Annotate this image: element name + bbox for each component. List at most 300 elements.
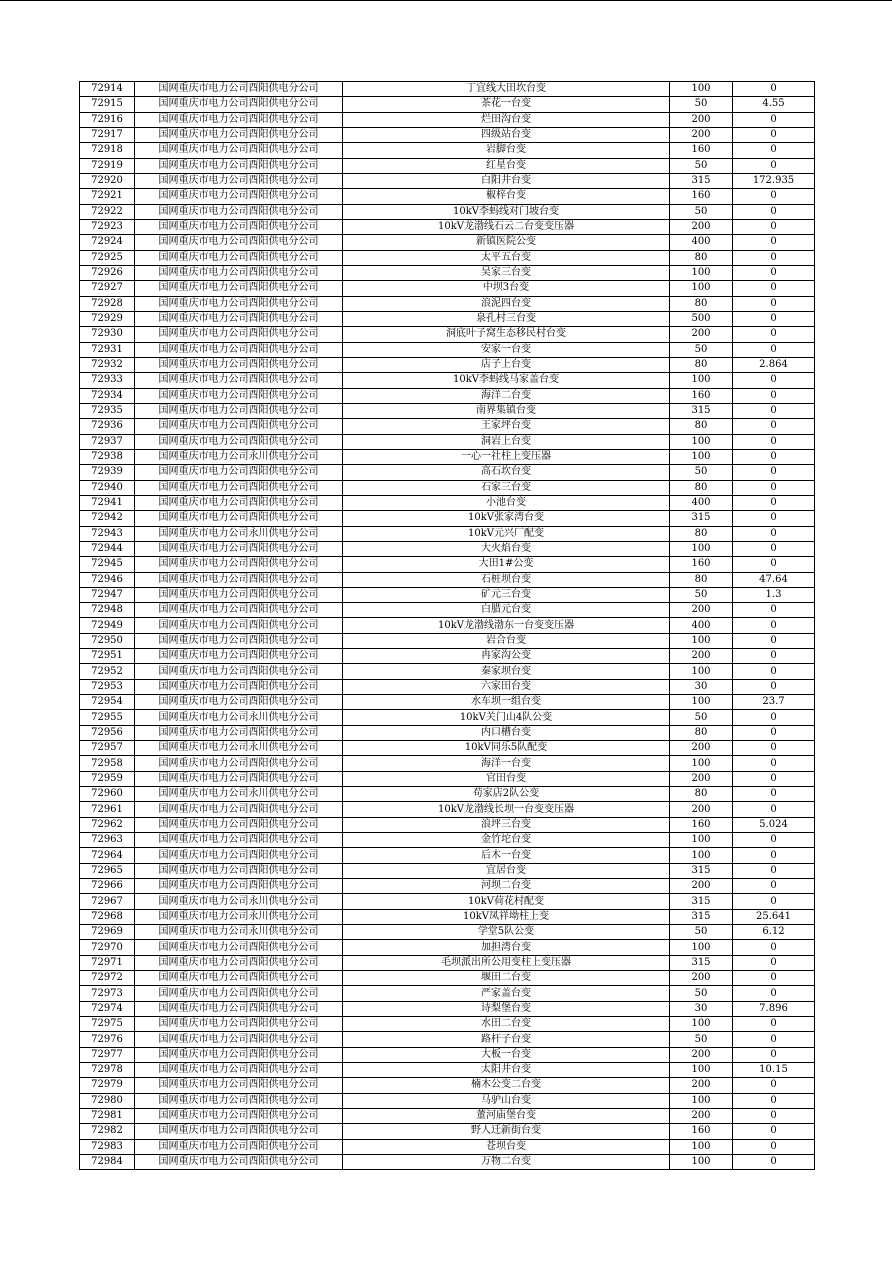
table-row — [80, 664, 815, 679]
cell-company: 国网重庆市电力公司酉阳供电分公司 — [135, 1078, 343, 1093]
table-row — [80, 327, 815, 342]
cell-id: 72978 — [80, 1063, 135, 1078]
cell-company: 国网重庆市电力公司酉阳供电分公司 — [135, 557, 343, 572]
table-row — [80, 787, 815, 802]
table-row — [80, 112, 815, 127]
cell-capacity: 200 — [670, 1078, 733, 1093]
cell-id: 72957 — [80, 741, 135, 756]
cell-value: 1.3 — [733, 587, 815, 602]
cell-company: 国网重庆市电力公司酉阳供电分公司 — [135, 986, 343, 1001]
cell-id: 72921 — [80, 189, 135, 204]
cell-value: 0 — [733, 541, 815, 556]
table-row — [80, 465, 815, 480]
cell-id: 72965 — [80, 863, 135, 878]
cell-capacity: 160 — [670, 1124, 733, 1139]
cell-company: 国网重庆市电力公司酉阳供电分公司 — [135, 403, 343, 418]
cell-value: 0 — [733, 419, 815, 434]
cell-value: 0 — [733, 741, 815, 756]
cell-company: 国网重庆市电力公司酉阳供电分公司 — [135, 219, 343, 234]
cell-id: 72946 — [80, 572, 135, 587]
cell-value: 0 — [733, 1078, 815, 1093]
cell-capacity: 200 — [670, 649, 733, 664]
cell-id: 72961 — [80, 802, 135, 817]
cell-value: 0 — [733, 434, 815, 449]
cell-value: 0 — [733, 112, 815, 127]
cell-transformer-name: 学堂5队公变 — [343, 925, 670, 940]
cell-company: 国网重庆市电力公司酉阳供电分公司 — [135, 1139, 343, 1154]
table-row — [80, 1063, 815, 1078]
cell-company: 国网重庆市电力公司酉阳供电分公司 — [135, 802, 343, 817]
cell-id: 72917 — [80, 127, 135, 142]
cell-capacity: 30 — [670, 679, 733, 694]
cell-capacity: 30 — [670, 1001, 733, 1016]
cell-value: 0 — [733, 771, 815, 786]
cell-value: 0 — [733, 1032, 815, 1047]
cell-company: 国网重庆市电力公司酉阳供电分公司 — [135, 112, 343, 127]
cell-company: 国网重庆市电力公司酉阳供电分公司 — [135, 357, 343, 372]
cell-company: 国网重庆市电力公司酉阳供电分公司 — [135, 771, 343, 786]
cell-id: 72920 — [80, 173, 135, 188]
cell-company: 国网重庆市电力公司酉阳供电分公司 — [135, 955, 343, 970]
table-row — [80, 725, 815, 740]
table-row — [80, 219, 815, 234]
cell-id: 72934 — [80, 388, 135, 403]
cell-capacity: 100 — [670, 833, 733, 848]
table-row — [80, 1078, 815, 1093]
cell-transformer-name: 堰田二台变 — [343, 971, 670, 986]
cell-id: 72973 — [80, 986, 135, 1001]
cell-company: 国网重庆市电力公司酉阳供电分公司 — [135, 649, 343, 664]
table-row — [80, 603, 815, 618]
cell-transformer-name: 苟家店2队公变 — [343, 787, 670, 802]
cell-value: 0 — [733, 1108, 815, 1123]
cell-id: 72938 — [80, 449, 135, 464]
cell-company: 国网重庆市电力公司酉阳供电分公司 — [135, 204, 343, 219]
transformer-table — [79, 81, 815, 1170]
cell-company: 国网重庆市电力公司酉阳供电分公司 — [135, 1001, 343, 1016]
cell-id: 72981 — [80, 1108, 135, 1123]
cell-id: 72960 — [80, 787, 135, 802]
cell-capacity: 80 — [670, 419, 733, 434]
cell-id: 72984 — [80, 1154, 135, 1169]
cell-id: 72916 — [80, 112, 135, 127]
cell-transformer-name: 石桩坝台变 — [343, 572, 670, 587]
cell-value: 0 — [733, 848, 815, 863]
cell-capacity: 80 — [670, 480, 733, 495]
table-row — [80, 127, 815, 142]
cell-transformer-name: 10kV龙渤线渤东一台变变压器 — [343, 618, 670, 633]
table-row — [80, 1017, 815, 1032]
cell-company: 国网重庆市电力公司酉阳供电分公司 — [135, 158, 343, 173]
cell-capacity: 200 — [670, 1047, 733, 1062]
cell-capacity: 200 — [670, 327, 733, 342]
cell-transformer-name: 楠木公变二台变 — [343, 1078, 670, 1093]
cell-transformer-name: 10kV龙渤线长坝一台变变压器 — [343, 802, 670, 817]
cell-id: 72935 — [80, 403, 135, 418]
table-body — [80, 82, 815, 1170]
cell-capacity: 100 — [670, 1093, 733, 1108]
cell-value: 0 — [733, 1139, 815, 1154]
cell-capacity: 80 — [670, 787, 733, 802]
cell-id: 72951 — [80, 649, 135, 664]
cell-id: 72970 — [80, 940, 135, 955]
cell-company: 国网重庆市电力公司酉阳供电分公司 — [135, 281, 343, 296]
cell-capacity: 160 — [670, 189, 733, 204]
cell-value: 0 — [733, 1124, 815, 1139]
cell-transformer-name: 石家三台变 — [343, 480, 670, 495]
table-row — [80, 971, 815, 986]
cell-company: 国网重庆市电力公司酉阳供电分公司 — [135, 419, 343, 434]
table-row — [80, 940, 815, 955]
cell-transformer-name: 毛坝派出所公用变柱上变压器 — [343, 955, 670, 970]
cell-company: 国网重庆市电力公司酉阳供电分公司 — [135, 327, 343, 342]
cell-transformer-name: 10kV关门山4队公变 — [343, 710, 670, 725]
cell-capacity: 80 — [670, 572, 733, 587]
cell-id: 72930 — [80, 327, 135, 342]
table-row — [80, 833, 815, 848]
cell-transformer-name: 10kV龙渤线石云二台变变压器 — [343, 219, 670, 234]
cell-capacity: 100 — [670, 940, 733, 955]
cell-capacity: 315 — [670, 955, 733, 970]
cell-capacity: 200 — [670, 1108, 733, 1123]
cell-capacity: 200 — [670, 603, 733, 618]
cell-company: 国网重庆市电力公司永川供电分公司 — [135, 894, 343, 909]
cell-value: 0 — [733, 373, 815, 388]
cell-id: 72927 — [80, 281, 135, 296]
cell-value: 0 — [733, 480, 815, 495]
cell-company: 国网重庆市电力公司酉阳供电分公司 — [135, 82, 343, 97]
cell-id: 72944 — [80, 541, 135, 556]
cell-company: 国网重庆市电力公司永川供电分公司 — [135, 741, 343, 756]
cell-capacity: 80 — [670, 725, 733, 740]
cell-company: 国网重庆市电力公司永川供电分公司 — [135, 710, 343, 725]
cell-id: 72955 — [80, 710, 135, 725]
cell-company: 国网重庆市电力公司永川供电分公司 — [135, 787, 343, 802]
cell-transformer-name: 椒梓台变 — [343, 189, 670, 204]
cell-transformer-name: 宜居台变 — [343, 863, 670, 878]
cell-value: 0 — [733, 388, 815, 403]
cell-capacity: 200 — [670, 802, 733, 817]
cell-capacity: 160 — [670, 817, 733, 832]
cell-value: 0 — [733, 189, 815, 204]
cell-transformer-name: 浪坪三台变 — [343, 817, 670, 832]
table-row — [80, 1108, 815, 1123]
cell-value: 5.024 — [733, 817, 815, 832]
cell-transformer-name: 内口槽台变 — [343, 725, 670, 740]
cell-value: 0 — [733, 664, 815, 679]
cell-capacity: 100 — [670, 1139, 733, 1154]
cell-company: 国网重庆市电力公司酉阳供电分公司 — [135, 1124, 343, 1139]
cell-id: 72969 — [80, 925, 135, 940]
cell-id: 72972 — [80, 971, 135, 986]
cell-transformer-name: 马驴山台变 — [343, 1093, 670, 1108]
cell-id: 72914 — [80, 82, 135, 97]
cell-id: 72950 — [80, 633, 135, 648]
table-row — [80, 879, 815, 894]
cell-value: 0 — [733, 511, 815, 526]
cell-value: 4.55 — [733, 97, 815, 112]
cell-company: 国网重庆市电力公司酉阳供电分公司 — [135, 250, 343, 265]
cell-value: 0 — [733, 143, 815, 158]
cell-id: 72943 — [80, 526, 135, 541]
cell-transformer-name: 丁宜线大田坎台变 — [343, 82, 670, 97]
cell-transformer-name: 诗梨堡台变 — [343, 1001, 670, 1016]
cell-capacity: 100 — [670, 1154, 733, 1169]
cell-capacity: 500 — [670, 311, 733, 326]
cell-id: 72947 — [80, 587, 135, 602]
cell-transformer-name: 六家田台变 — [343, 679, 670, 694]
cell-transformer-name: 水车坝一组台变 — [343, 695, 670, 710]
cell-capacity: 100 — [670, 82, 733, 97]
cell-value: 0 — [733, 281, 815, 296]
cell-value: 0 — [733, 1154, 815, 1169]
table-row — [80, 863, 815, 878]
cell-capacity: 80 — [670, 250, 733, 265]
cell-id: 72952 — [80, 664, 135, 679]
cell-capacity: 100 — [670, 756, 733, 771]
cell-id: 72933 — [80, 373, 135, 388]
cell-id: 72976 — [80, 1032, 135, 1047]
table-row — [80, 311, 815, 326]
table-row — [80, 480, 815, 495]
cell-transformer-name: 岩合台变 — [343, 633, 670, 648]
cell-id: 72926 — [80, 265, 135, 280]
table-row — [80, 817, 815, 832]
cell-capacity: 100 — [670, 449, 733, 464]
cell-value: 0 — [733, 403, 815, 418]
cell-transformer-name: 洞岩上台变 — [343, 434, 670, 449]
table-row — [80, 1139, 815, 1154]
cell-value: 7.896 — [733, 1001, 815, 1016]
cell-value: 172.935 — [733, 173, 815, 188]
cell-capacity: 200 — [670, 971, 733, 986]
table-row — [80, 82, 815, 97]
cell-value: 0 — [733, 219, 815, 234]
cell-capacity: 50 — [670, 97, 733, 112]
table-row — [80, 495, 815, 510]
cell-transformer-name: 白阳井台变 — [343, 173, 670, 188]
cell-company: 国网重庆市电力公司酉阳供电分公司 — [135, 143, 343, 158]
cell-capacity: 80 — [670, 357, 733, 372]
cell-company: 国网重庆市电力公司酉阳供电分公司 — [135, 725, 343, 740]
table-row — [80, 710, 815, 725]
cell-value: 0 — [733, 940, 815, 955]
cell-id: 72929 — [80, 311, 135, 326]
cell-value: 0 — [733, 342, 815, 357]
cell-company: 国网重庆市电力公司酉阳供电分公司 — [135, 1047, 343, 1062]
cell-capacity: 50 — [670, 1032, 733, 1047]
cell-id: 72941 — [80, 495, 135, 510]
cell-id: 72979 — [80, 1078, 135, 1093]
cell-transformer-name: 南界集镇台变 — [343, 403, 670, 418]
cell-value: 0 — [733, 327, 815, 342]
cell-transformer-name: 水田二台变 — [343, 1017, 670, 1032]
cell-transformer-name: 董河庙堡台变 — [343, 1108, 670, 1123]
cell-value: 25.641 — [733, 909, 815, 924]
cell-value: 0 — [733, 1047, 815, 1062]
table-row — [80, 1032, 815, 1047]
cell-transformer-name: 10kV李蚂线马家盖台变 — [343, 373, 670, 388]
table-row — [80, 403, 815, 418]
cell-capacity: 80 — [670, 526, 733, 541]
cell-value: 47.64 — [733, 572, 815, 587]
cell-transformer-name: 浪泥四台变 — [343, 296, 670, 311]
cell-id: 72963 — [80, 833, 135, 848]
cell-value: 0 — [733, 603, 815, 618]
table-row — [80, 695, 815, 710]
table-row — [80, 526, 815, 541]
cell-capacity: 315 — [670, 863, 733, 878]
cell-transformer-name: 冉家沟公变 — [343, 649, 670, 664]
cell-value: 0 — [733, 204, 815, 219]
cell-company: 国网重庆市电力公司酉阳供电分公司 — [135, 848, 343, 863]
table-row — [80, 771, 815, 786]
cell-capacity: 50 — [670, 342, 733, 357]
cell-value: 0 — [733, 296, 815, 311]
cell-value: 0 — [733, 802, 815, 817]
cell-value: 2.864 — [733, 357, 815, 372]
cell-id: 72949 — [80, 618, 135, 633]
cell-id: 72918 — [80, 143, 135, 158]
cell-id: 72915 — [80, 97, 135, 112]
cell-id: 72931 — [80, 342, 135, 357]
cell-transformer-name: 茶花一台变 — [343, 97, 670, 112]
cell-capacity: 200 — [670, 741, 733, 756]
cell-value: 0 — [733, 618, 815, 633]
cell-transformer-name: 安家一台变 — [343, 342, 670, 357]
cell-company: 国网重庆市电力公司永川供电分公司 — [135, 449, 343, 464]
cell-capacity: 50 — [670, 986, 733, 1001]
table-row — [80, 265, 815, 280]
table-row — [80, 189, 815, 204]
cell-value: 0 — [733, 127, 815, 142]
table-row — [80, 342, 815, 357]
cell-id: 72919 — [80, 158, 135, 173]
cell-capacity: 160 — [670, 143, 733, 158]
cell-company: 国网重庆市电力公司酉阳供电分公司 — [135, 618, 343, 633]
cell-id: 72948 — [80, 603, 135, 618]
cell-id: 72962 — [80, 817, 135, 832]
cell-transformer-name: 海洋一台变 — [343, 756, 670, 771]
cell-value: 0 — [733, 1017, 815, 1032]
cell-company: 国网重庆市电力公司酉阳供电分公司 — [135, 1063, 343, 1078]
table-row — [80, 802, 815, 817]
cell-id: 72966 — [80, 879, 135, 894]
cell-capacity: 315 — [670, 511, 733, 526]
cell-capacity: 50 — [670, 587, 733, 602]
cell-transformer-name: 吴家三台变 — [343, 265, 670, 280]
cell-transformer-name: 太阳井台变 — [343, 1063, 670, 1078]
cell-capacity: 100 — [670, 281, 733, 296]
table-row — [80, 158, 815, 173]
cell-transformer-name: 烂田沟台变 — [343, 112, 670, 127]
cell-company: 国网重庆市电力公司酉阳供电分公司 — [135, 97, 343, 112]
cell-capacity: 100 — [670, 664, 733, 679]
cell-value: 0 — [733, 986, 815, 1001]
cell-company: 国网重庆市电力公司酉阳供电分公司 — [135, 495, 343, 510]
cell-id: 72936 — [80, 419, 135, 434]
cell-id: 72924 — [80, 235, 135, 250]
cell-capacity: 50 — [670, 465, 733, 480]
cell-company: 国网重庆市电力公司酉阳供电分公司 — [135, 971, 343, 986]
table-row — [80, 572, 815, 587]
cell-capacity: 200 — [670, 219, 733, 234]
cell-value: 0 — [733, 265, 815, 280]
cell-id: 72925 — [80, 250, 135, 265]
cell-company: 国网重庆市电力公司酉阳供电分公司 — [135, 342, 343, 357]
cell-company: 国网重庆市电力公司永川供电分公司 — [135, 526, 343, 541]
cell-capacity: 200 — [670, 127, 733, 142]
cell-company: 国网重庆市电力公司酉阳供电分公司 — [135, 587, 343, 602]
cell-transformer-name: 太平五台变 — [343, 250, 670, 265]
cell-transformer-name: 金竹坨台变 — [343, 833, 670, 848]
cell-company: 国网重庆市电力公司酉阳供电分公司 — [135, 311, 343, 326]
cell-transformer-name: 10kV同乐5队配变 — [343, 741, 670, 756]
cell-capacity: 400 — [670, 618, 733, 633]
cell-capacity: 400 — [670, 235, 733, 250]
table-row — [80, 1154, 815, 1169]
cell-value: 0 — [733, 649, 815, 664]
cell-value: 0 — [733, 495, 815, 510]
cell-capacity: 100 — [670, 695, 733, 710]
cell-value: 0 — [733, 679, 815, 694]
cell-id: 72939 — [80, 465, 135, 480]
cell-id: 72953 — [80, 679, 135, 694]
cell-value: 0 — [733, 158, 815, 173]
table-row — [80, 281, 815, 296]
cell-company: 国网重庆市电力公司酉阳供电分公司 — [135, 863, 343, 878]
table-row — [80, 925, 815, 940]
cell-value: 0 — [733, 879, 815, 894]
cell-id: 72932 — [80, 357, 135, 372]
cell-transformer-name: 秦家坝台变 — [343, 664, 670, 679]
cell-transformer-name: 路杆子台变 — [343, 1032, 670, 1047]
table-row — [80, 848, 815, 863]
cell-company: 国网重庆市电力公司酉阳供电分公司 — [135, 265, 343, 280]
cell-company: 国网重庆市电力公司酉阳供电分公司 — [135, 817, 343, 832]
cell-capacity: 200 — [670, 112, 733, 127]
table-row — [80, 986, 815, 1001]
cell-value: 0 — [733, 863, 815, 878]
table-row — [80, 173, 815, 188]
table-row — [80, 388, 815, 403]
cell-transformer-name: 小池台变 — [343, 495, 670, 510]
cell-transformer-name: 野人迁新街台变 — [343, 1124, 670, 1139]
cell-transformer-name: 大田1#公变 — [343, 557, 670, 572]
cell-capacity: 200 — [670, 879, 733, 894]
table-row — [80, 679, 815, 694]
cell-capacity: 100 — [670, 633, 733, 648]
cell-company: 国网重庆市电力公司酉阳供电分公司 — [135, 434, 343, 449]
cell-company: 国网重庆市电力公司酉阳供电分公司 — [135, 296, 343, 311]
cell-company: 国网重庆市电力公司酉阳供电分公司 — [135, 940, 343, 955]
cell-capacity: 50 — [670, 925, 733, 940]
table-row — [80, 649, 815, 664]
cell-company: 国网重庆市电力公司酉阳供电分公司 — [135, 511, 343, 526]
table-row — [80, 143, 815, 158]
cell-capacity: 100 — [670, 265, 733, 280]
cell-id: 72982 — [80, 1124, 135, 1139]
cell-company: 国网重庆市电力公司酉阳供电分公司 — [135, 1017, 343, 1032]
table-row — [80, 357, 815, 372]
table-row — [80, 434, 815, 449]
cell-capacity: 100 — [670, 1017, 733, 1032]
cell-capacity: 100 — [670, 1063, 733, 1078]
cell-id: 72954 — [80, 695, 135, 710]
cell-value: 0 — [733, 250, 815, 265]
cell-transformer-name: 官田台变 — [343, 771, 670, 786]
cell-id: 72983 — [80, 1139, 135, 1154]
